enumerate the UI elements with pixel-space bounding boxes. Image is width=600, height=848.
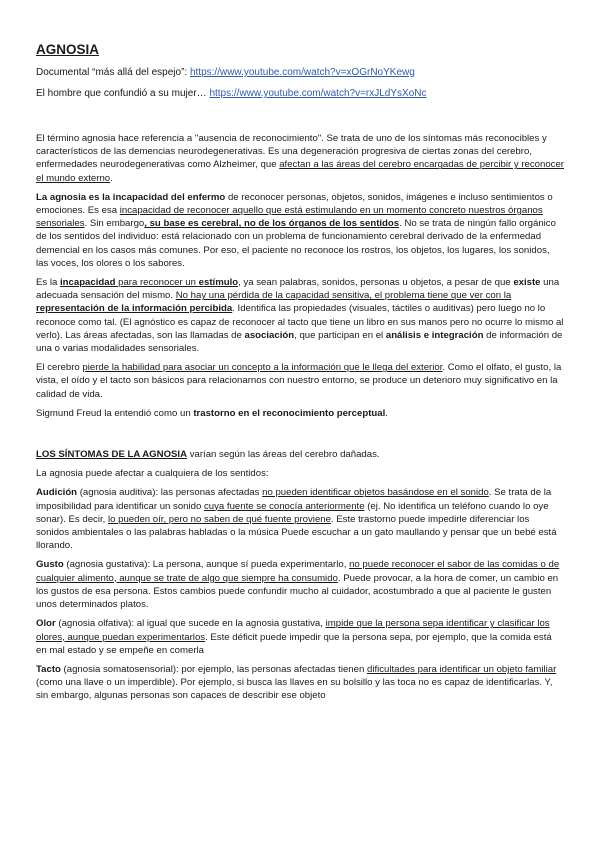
symptom-taste [36, 558, 564, 611]
text: (agnosia olfativa): al igual que sucede en la agnosia gustativa, [55, 618, 326, 630]
bold-underlined-text: incapacidad [60, 277, 116, 289]
bold-text: Olor [36, 618, 56, 630]
documentary-link[interactable]: https://www.youtube.com/watch?v=xOGrNoYKewg [189, 67, 415, 78]
text: de reconocer personas, objetos, sonidos, imágenes e incluso sentimientos o emociones. Es esa [36, 191, 553, 217]
bold-underlined-text: , su base es cerebral, no de los órganos de los sentidos [144, 218, 400, 230]
text: Sigmund Freud la entendió como un [36, 407, 194, 419]
underlined-text: no pueden identificar objetos basándose en el sonido [262, 487, 489, 499]
underlined-text: dificultades para identificar un objeto familiar [366, 663, 557, 675]
text: . Se trata de la imposibilidad para identificar un sonido [36, 487, 552, 512]
underlined-text: no puede reconocer el sabor de las comidas o de cualquier alimento, aunque se trate de algo que siempre ha consumido [36, 559, 560, 584]
text: (agnosia gustativa): La persona, aunque sí pueda experimentarlo, [63, 559, 350, 571]
text: . Identifica las propiedades (visuales, táctiles o auditivas) pero luego no lo reconoce como tal. (El agnóstico es capaz de reconocer al tacto que tiene un libro en sus manos pero no ocurre lo mismo al verlo). Las áreas afectadas, son las llamadas de [36, 303, 564, 341]
bold-text: existe [513, 277, 541, 289]
intro-paragraph-freud [36, 407, 564, 420]
intro-paragraph-incapacity [36, 191, 564, 270]
text: , que participan en el [294, 329, 386, 341]
text: (agnosia auditiva): las personas afectadas [77, 487, 263, 499]
intro-paragraph-stimulus [36, 276, 564, 355]
text: . Como el olfato, el gusto, la vista, el oído y el tacto son básicos para relacionarnos con nuestro entorno, se produce un deterioro muy significativo en la calidad de vida. [36, 362, 562, 400]
underlined-text: cuya fuente se conocía anteriormente [204, 500, 365, 512]
underlined-text: impide que la persona sepa identificar y clasificar los olores, aunque puedan experimentarlos [36, 618, 550, 643]
text: El término agnosia hace referencia a "ausencia de reconocimiento". Se trata de uno de los síntomas más reconocibles y característicos de las demencias neurodegenerativas. Es una degeneración progresiva de ciertas zonas del cerebro, enfermedades neurodegenerativas como Alzheimer, que [36, 133, 547, 171]
bold-text: asociación [244, 329, 295, 341]
text: . [385, 407, 388, 419]
text: una adecuada sensación del mismo. [36, 277, 560, 302]
page-title: AGNOSIA [36, 42, 100, 57]
text: (como una llave o un imperdible). Por ejemplo, si busca las llaves en su bolsillo y las toca no es capaz de identificarlas. Y, sin embargo, algunas personas son capaces de describir ese objeto [36, 677, 553, 702]
bold-text: Audición [36, 487, 78, 499]
book-link-line [36, 87, 564, 100]
bold-text: Tacto [36, 663, 61, 675]
book-link[interactable]: https://www.youtube.com/watch?v=rxJLdYsXoNc [209, 88, 427, 99]
text: . Este déficit puede impedir que la persona sepa, por ejemplo, que la comida está en mal estado y se empeñe en comerla [36, 631, 552, 656]
underlined-text: incapacidad de reconocer aquello que está estimulando en un momento concreto nuestros órganos sensoriales [36, 205, 543, 230]
documentary-link-line [36, 66, 564, 79]
bold-underlined-text: representación de la información percibida [36, 303, 233, 315]
symptoms-intro: La agnosia puede afectar a cualquiera de los sentidos: [36, 468, 269, 480]
text: . Puede provocar, a la hora de comer, un cambio en los gustos de esa persona. Estos cambios puede confundir mucho al cuidador, acostumbrado a que al paciente le gusten unos determinados platos. [36, 572, 559, 611]
text: (ej. No identifica un teléfono cuando lo oye sonar). Es decir, [36, 500, 549, 525]
underlined-text: afectan a las áreas del cerebro encargadas de percibir y reconocer el mundo externo [36, 159, 564, 184]
text: . [110, 172, 113, 184]
bold-text: trastorno en el reconocimiento perceptual [193, 407, 386, 419]
text: . Sin embargo [84, 218, 145, 230]
bold-text: Gusto [36, 559, 64, 571]
text: Es la [36, 277, 60, 289]
documentary-label: Documental “más allá del espejo”: [36, 67, 190, 78]
text: . No se trata de ningún fallo orgánico de los sentidos del individuo: está relacionado con un problema de funcionamiento cerebral derivado de la enfermedad demencial en los casos más comunes. Por eso, el paciente no reconoce los rostros, los objetos, los lugares, los sonidos, las voces, los olores o los sabores. [36, 218, 556, 269]
underlined-text: para reconocer un [115, 277, 199, 289]
bold-text: La agnosia es la incapacidad del enfermo [36, 191, 226, 203]
text: El cerebro [36, 362, 83, 374]
underlined-text: lo pueden oír, pero no saben de qué fuente proviene [107, 513, 331, 525]
intro-paragraph-brain [36, 361, 564, 401]
symptom-smell [36, 617, 564, 657]
bold-underlined-text: estímulo [198, 277, 239, 289]
underlined-text: No hay una pérdida de la capacidad sensitiva, el problema tiene que ver con la [175, 290, 512, 302]
section-heading: LOS SÍNTOMAS DE LA AGNOSIA [36, 449, 188, 461]
symptom-touch [36, 663, 564, 703]
symptoms-heading [36, 448, 564, 461]
text: varían según las áreas del cerebro dañadas. [187, 449, 380, 461]
underlined-text: pierde la habilidad para asociar un concepto a la información que le llega del exterior [82, 362, 443, 374]
book-label: El hombre que confundió a su mujer… [36, 88, 210, 99]
bold-text: análisis e integración [385, 329, 484, 341]
text: de información de una o varias modalidades sensoriales. [36, 329, 563, 355]
intro-paragraph-definition [36, 132, 564, 185]
text: , ya sean palabras, sonidos, personas u objetos, a pesar de que [238, 277, 514, 289]
text: (agnosia somatosensorial): por ejemplo, las personas afectadas tienen [60, 663, 367, 675]
text: . Este trastorno puede impedirle diferenciar los sonidos ambientales o las palabras habladas o la música Puede escuchar a un gato maullando y pensar que un bebé está llorando. [36, 513, 557, 552]
symptom-hearing [36, 486, 564, 552]
